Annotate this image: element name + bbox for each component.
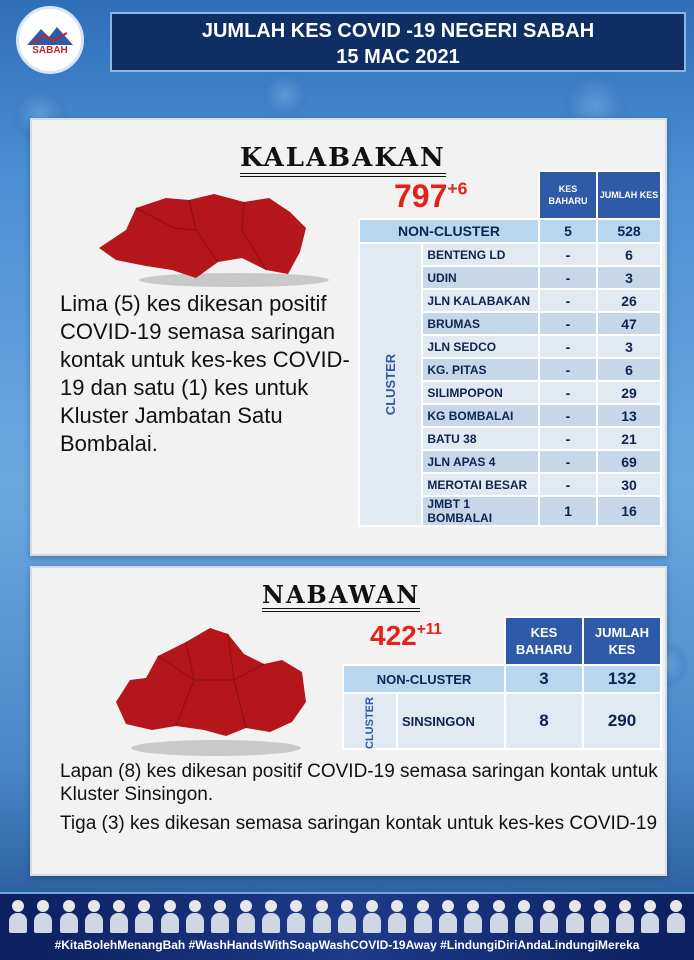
row-new: -: [539, 450, 597, 473]
col-header-new: KES BAHARU: [539, 171, 597, 219]
col-header-total: JUMLAH KES: [597, 171, 661, 219]
row-total: 3: [597, 335, 661, 358]
footer-banner: [0, 892, 694, 960]
nabawan-map: [106, 620, 316, 760]
frontliner-figure-icon: [387, 898, 407, 934]
frontliner-figure-icon: [337, 898, 357, 934]
nabawan-case-table: [342, 616, 662, 750]
row-name: NON-CLUSTER: [359, 219, 539, 243]
row-new: -: [539, 473, 597, 496]
frontliner-figure-icon: [463, 898, 483, 934]
total-cases: 422: [370, 620, 417, 651]
row-name: BENTENG LD: [422, 243, 539, 266]
frontliner-figure-icon: [615, 898, 635, 934]
frontliner-figure-icon: [84, 898, 104, 934]
row-total: 290: [583, 693, 661, 749]
row-new: -: [539, 358, 597, 381]
row-name: SILIMPOPON: [422, 381, 539, 404]
kalabakan-description: Lima (5) kes dikesan positif COVID-19 semasa saringan kontak untuk kes-kes COVID-19 dan satu (1) kes untuk Kluster Jambatan Satu Bombalai.: [60, 291, 350, 456]
row-name: KG BOMBALAI: [422, 404, 539, 427]
cluster-row: [359, 243, 661, 266]
frontliner-figure-icon: [109, 898, 129, 934]
cluster-row: [343, 693, 661, 749]
row-new: -: [539, 404, 597, 427]
frontliner-figure-icon: [236, 898, 256, 934]
row-new: -: [539, 312, 597, 335]
row-total: 132: [583, 665, 661, 693]
row-name: NON-CLUSTER: [343, 665, 505, 693]
non-cluster-row: [359, 219, 661, 243]
row-new: -: [539, 289, 597, 312]
kalabakan-map: [94, 190, 334, 290]
frontliner-figure-icon: [413, 898, 433, 934]
row-total: 6: [597, 243, 661, 266]
row-total: 3: [597, 266, 661, 289]
row-name: MEROTAI BESAR: [422, 473, 539, 496]
nabawan-description-1: Lapan (8) kes dikesan positif COVID-19 semasa saringan kontak untuk Kluster Sinsingon.: [60, 761, 658, 805]
frontliner-figure-icon: [8, 898, 28, 934]
kalabakan-panel: [30, 118, 667, 556]
row-name: JLN SEDCO: [422, 335, 539, 358]
frontliner-figure-icon: [590, 898, 610, 934]
frontliner-figure-icon: [134, 898, 154, 934]
row-total: 69: [597, 450, 661, 473]
cluster-label: [343, 693, 397, 749]
frontliner-figure-icon: [666, 898, 686, 934]
row-name: JLN APAS 4: [422, 450, 539, 473]
row-name: SINSINGON: [397, 693, 505, 749]
kalabakan-case-table: [358, 170, 662, 527]
frontliner-figure-icon: [59, 898, 79, 934]
row-total: 13: [597, 404, 661, 427]
cluster-label-text: CLUSTER: [383, 353, 399, 416]
frontliner-figure-icon: [210, 898, 230, 934]
row-total: 528: [597, 219, 661, 243]
sabah-logo: [16, 6, 84, 74]
page-title: JUMLAH KES COVID -19 NEGERI SABAH: [201, 20, 595, 42]
frontliner-figure-icon: [438, 898, 458, 934]
row-new: -: [539, 266, 597, 289]
frontliner-figure-icon: [362, 898, 382, 934]
row-name: JLN KALABAKAN: [422, 289, 539, 312]
row-total: 16: [597, 496, 661, 526]
col-header-new: KES BAHARU: [505, 617, 583, 665]
frontliner-figure-icon: [565, 898, 585, 934]
frontliner-figure-icon: [261, 898, 281, 934]
row-new: -: [539, 381, 597, 404]
new-cases: +11: [416, 621, 442, 639]
row-total: 29: [597, 381, 661, 404]
frontliner-figures: [8, 898, 686, 936]
row-new: -: [539, 243, 597, 266]
col-header-total: JUMLAH KES: [583, 617, 661, 665]
district-title: NABAWAN: [262, 582, 420, 612]
frontliner-figure-icon: [514, 898, 534, 934]
row-new: -: [539, 335, 597, 358]
mountain-icon: [27, 25, 73, 45]
frontliner-figure-icon: [489, 898, 509, 934]
total-cases: 797: [394, 178, 448, 214]
row-name: KG. PITAS: [422, 358, 539, 381]
row-name: JMBT 1 BOMBALAI: [422, 496, 539, 526]
row-total: 26: [597, 289, 661, 312]
frontliner-figure-icon: [160, 898, 180, 934]
nabawan-description-2: Tiga (3) kes dikesan semasa saringan kontak untuk kes-kes COVID-19: [60, 813, 658, 834]
district-title: KALABAKAN: [240, 144, 446, 177]
row-name: BRUMAS: [422, 312, 539, 335]
logo-text: SABAH: [32, 44, 68, 56]
row-new: -: [539, 427, 597, 450]
frontliner-figure-icon: [33, 898, 53, 934]
frontliner-figure-icon: [539, 898, 559, 934]
row-new: 8: [505, 693, 583, 749]
cluster-label: [359, 243, 422, 526]
frontliner-figure-icon: [185, 898, 205, 934]
row-new: 5: [539, 219, 597, 243]
row-name: BATU 38: [422, 427, 539, 450]
row-new: 3: [505, 665, 583, 693]
frontliner-figure-icon: [312, 898, 332, 934]
page-date: 15 MAC 2021: [336, 46, 460, 68]
row-total: 47: [597, 312, 661, 335]
cluster-label-text: CLUSTER: [363, 697, 376, 749]
non-cluster-row: [343, 665, 661, 693]
row-total: 30: [597, 473, 661, 496]
frontliner-figure-icon: [286, 898, 306, 934]
hashtags: #KitaBolehMenangBah #WashHandsWithSoapWashCOVID-19Away #LindungiDiriAndaLindungiMereka: [54, 938, 640, 952]
title-banner: [110, 12, 686, 72]
frontliner-figure-icon: [640, 898, 660, 934]
row-new: 1: [539, 496, 597, 526]
nabawan-panel: [30, 566, 667, 876]
virus-decoration: [260, 70, 310, 120]
new-cases: +6: [447, 178, 468, 199]
row-total: 21: [597, 427, 661, 450]
row-total: 6: [597, 358, 661, 381]
row-name: UDIN: [422, 266, 539, 289]
